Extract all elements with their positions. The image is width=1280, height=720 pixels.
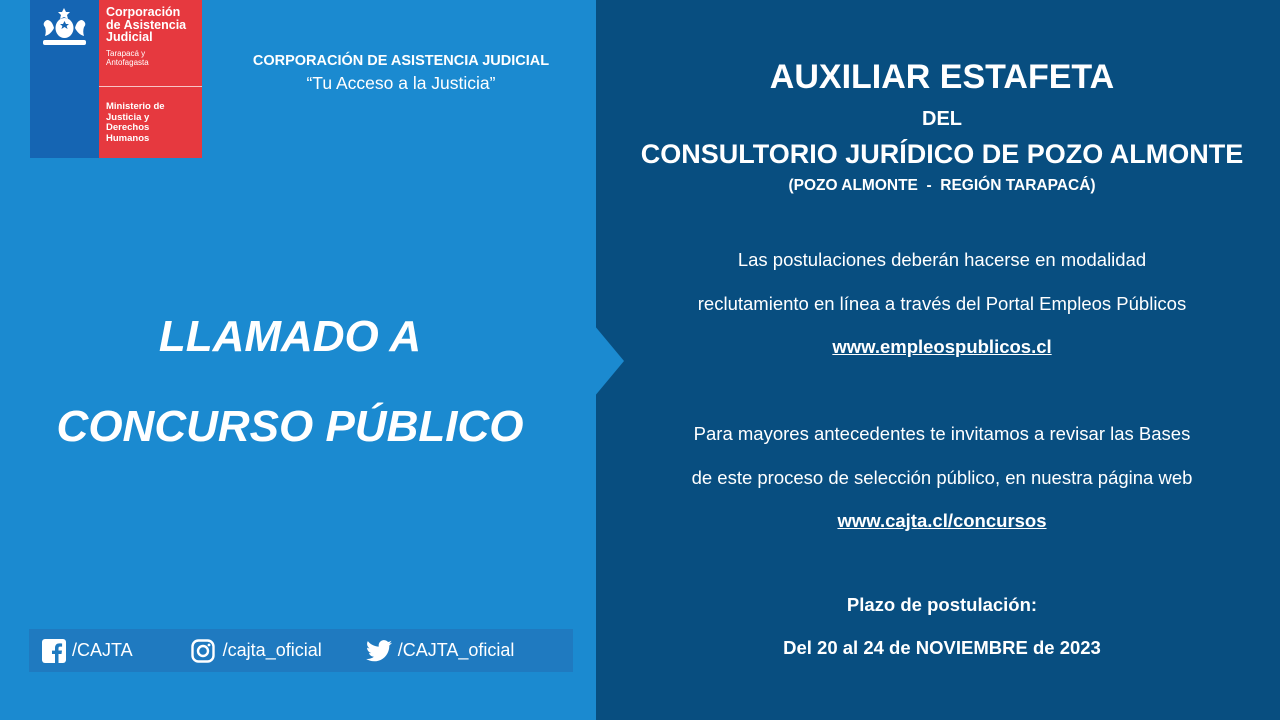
info-line2: de este proceso de selección público, en nuestra página web [691,466,1193,488]
empleospublicos-link[interactable]: www.empleospublicos.cl [832,336,1052,357]
logo-ministry-line2: Justicia y [106,111,150,123]
more-info [600,412,1280,543]
deadline-label: Plazo de postulación: [846,594,1038,615]
application-line1: Las postulaciones deberán hacerse en modalidad [737,249,1147,270]
twitter-icon [366,640,392,662]
logo-org-line2: de Asistencia [106,17,187,32]
logo-region-line2: Antofagasta [106,57,149,67]
facebook-icon [42,639,66,663]
logo-text-block [99,0,202,158]
cajta-concursos-link[interactable]: www.cajta.cl/concursos [837,510,1047,531]
org-name: CORPORACIÓN DE ASISTENCIA JUDICIAL [252,53,550,69]
facebook-link[interactable] [42,639,133,663]
coat-of-arms-icon [37,6,92,48]
instagram-link[interactable] [191,639,322,663]
call-heading [20,292,560,472]
logo-ministry-line1: Ministerio de [106,101,165,112]
logo-crest-block [30,0,99,158]
deadline-block [600,583,1280,669]
office-location: (POZO ALMONTE - REGIÓN TARAPACÁ) [788,177,1096,194]
logo-ministry-line4: Humanos [106,132,150,144]
application-line2: reclutamiento en línea a través del Portal Empleos Públicos [697,292,1187,314]
social-bar [29,629,573,672]
application-info [600,238,1280,369]
org-motto: “Tu Acceso a la Justicia” [306,73,496,93]
call-line2: CONCURSO PÚBLICO [56,402,524,451]
twitter-handle: /CAJTA_oficial [397,640,515,660]
info-line1: Para mayores antecedentes te invitamos a revisar las Bases [693,423,1191,444]
logo-ministry-line3: Derechos [106,122,150,133]
logo-divider [99,86,202,87]
logo-org-name [106,6,198,44]
org-header [214,53,588,94]
deadline-dates: Del 20 al 24 de NOVIEMBRE de 2023 [783,637,1101,658]
instagram-handle: /cajta_oficial [222,640,322,660]
logo-region [106,49,198,67]
logo-region-line1: Tarapacá y [106,48,146,58]
facebook-handle: /CAJTA [72,640,133,660]
position-connector: DEL [922,108,962,130]
position-title: AUXILIAR ESTAFETA [769,58,1115,96]
logo [30,0,202,158]
instagram-icon [191,639,215,663]
logo-ministry [106,102,165,144]
logo-org-line1: Corporación [106,5,181,19]
twitter-link[interactable] [366,640,515,662]
office-name: CONSULTORIO JURÍDICO DE POZO ALMONTE [640,139,1244,169]
call-line1: LLAMADO A [158,312,422,361]
logo-org-line3: Judicial [106,30,153,44]
